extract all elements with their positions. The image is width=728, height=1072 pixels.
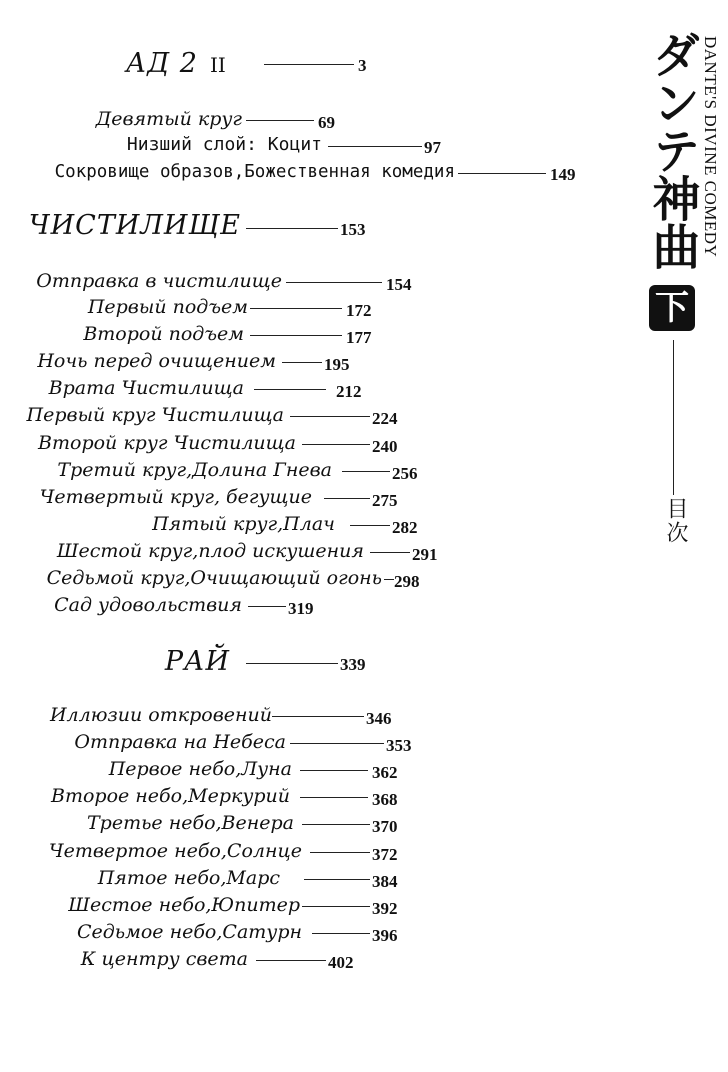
toc-entry bbox=[0, 867, 728, 891]
toc-entry bbox=[0, 921, 728, 945]
leader-line bbox=[272, 716, 364, 717]
toc-entry bbox=[0, 323, 728, 347]
entry-label: Иллюзии откровений bbox=[49, 704, 272, 726]
section-title: АД 2 bbox=[125, 48, 198, 79]
toc-entry bbox=[0, 350, 728, 374]
entry-label: Первый круг Чистилища bbox=[26, 404, 284, 426]
japanese-title: ダンテ神曲 bbox=[644, 30, 700, 270]
leader-line bbox=[300, 797, 368, 798]
section-title: ЧИСТИЛИЩЕ bbox=[28, 210, 241, 241]
section-title: РАЙ bbox=[164, 646, 230, 677]
entry-label: Третий круг,Долина Гнева bbox=[57, 459, 332, 481]
entry-label: Отправка на Небеса bbox=[74, 731, 286, 753]
page-number: 212 bbox=[336, 382, 362, 401]
leader-line bbox=[370, 552, 410, 553]
leader-line bbox=[248, 606, 286, 607]
section-heading bbox=[0, 210, 728, 241]
page-number: 224 bbox=[372, 409, 398, 428]
page-number: 154 bbox=[386, 275, 412, 294]
toc-entry bbox=[0, 432, 728, 456]
toc-entry bbox=[0, 108, 728, 132]
page-number: 298 bbox=[394, 572, 420, 591]
leader-line bbox=[304, 879, 370, 880]
page-number: 153 bbox=[340, 220, 366, 239]
toc-entry bbox=[0, 540, 728, 564]
page-number: 339 bbox=[340, 655, 366, 674]
leader-line bbox=[286, 282, 382, 283]
page-number: 362 bbox=[372, 763, 398, 782]
toc-entry bbox=[0, 486, 728, 510]
entry-label: Второе небо,Меркурий bbox=[50, 785, 290, 807]
leader-line bbox=[264, 64, 354, 65]
leader-line bbox=[246, 228, 338, 229]
page-number: 319 bbox=[288, 599, 314, 618]
page-number: 396 bbox=[372, 926, 398, 945]
page-number: 353 bbox=[386, 736, 412, 755]
entry-label: Сад удовольствия bbox=[54, 594, 242, 616]
section-heading bbox=[0, 646, 728, 677]
page-number: 177 bbox=[346, 328, 372, 347]
leader-line bbox=[300, 770, 368, 771]
page-number: 282 bbox=[392, 518, 418, 537]
toc-entry bbox=[0, 894, 728, 918]
leader-line bbox=[350, 525, 390, 526]
leader-line bbox=[384, 579, 394, 580]
toc-entry bbox=[0, 758, 728, 782]
page-number: 97 bbox=[424, 138, 441, 157]
leader-line bbox=[290, 743, 384, 744]
page-number: 240 bbox=[372, 437, 398, 456]
leader-line bbox=[246, 663, 338, 664]
entry-label: Шестой круг,плод искушения bbox=[56, 540, 364, 562]
toc-entry bbox=[0, 134, 728, 157]
entry-label: Ночь перед очищением bbox=[37, 350, 276, 372]
entry-label: Отправка в чистилище bbox=[36, 270, 282, 292]
entry-label: Первый подъем bbox=[87, 296, 248, 318]
entry-label: Третье небо,Венера bbox=[86, 812, 294, 834]
leader-line bbox=[310, 852, 370, 853]
entry-label: К центру света bbox=[80, 948, 248, 970]
page-number: 69 bbox=[318, 113, 335, 132]
entry-label: Врата Чистилища bbox=[48, 377, 244, 399]
page-number: 256 bbox=[392, 464, 418, 483]
leader-line bbox=[256, 960, 326, 961]
page-number: 370 bbox=[372, 817, 398, 836]
entry-label: Пятое небо,Марс bbox=[97, 867, 280, 889]
page-number: 149 bbox=[550, 165, 576, 184]
leader-line bbox=[302, 824, 370, 825]
leader-line bbox=[324, 498, 370, 499]
leader-line bbox=[302, 906, 370, 907]
entry-label: Низший слой: Коцит bbox=[126, 134, 322, 155]
toc-entry bbox=[0, 161, 728, 184]
leader-line bbox=[458, 173, 546, 174]
section-suffix: II bbox=[210, 53, 226, 77]
toc-entry bbox=[0, 704, 728, 728]
toc-entry bbox=[0, 459, 728, 483]
toc-entry bbox=[0, 948, 728, 972]
entry-label: Седьмое небо,Сатурн bbox=[76, 921, 302, 943]
toc-entry bbox=[0, 270, 728, 294]
leader-line bbox=[246, 120, 314, 121]
toc-entry bbox=[0, 731, 728, 755]
page-number: 392 bbox=[372, 899, 398, 918]
toc-entry bbox=[0, 785, 728, 809]
entry-label: Пятый круг,Плач bbox=[152, 513, 335, 535]
entry-label: Девятый круг bbox=[95, 108, 242, 130]
leader-line bbox=[328, 146, 422, 147]
page-number: 372 bbox=[372, 845, 398, 864]
toc-entry bbox=[0, 377, 728, 401]
entry-label: Второй подъем bbox=[83, 323, 244, 345]
toc-entry bbox=[0, 840, 728, 864]
toc-entry bbox=[0, 812, 728, 836]
toc-entry bbox=[0, 594, 728, 618]
leader-line bbox=[302, 444, 370, 445]
toc-entry bbox=[0, 296, 728, 320]
page-number: 384 bbox=[372, 872, 398, 891]
leader-line bbox=[282, 362, 322, 363]
leader-line bbox=[250, 335, 342, 336]
page-number: 275 bbox=[372, 491, 398, 510]
toc-entry bbox=[0, 567, 728, 591]
page-number: 195 bbox=[324, 355, 350, 374]
entry-label: Сокровище образов,Божественная комедия bbox=[54, 161, 455, 182]
entry-label: Второй круг Чистилища bbox=[38, 432, 296, 454]
leader-line bbox=[342, 471, 390, 472]
page-number: 172 bbox=[346, 301, 372, 320]
leader-line bbox=[290, 416, 370, 417]
entry-label: Четвертое небо,Солнце bbox=[48, 840, 302, 862]
entry-label: Четвертый круг, бегущие bbox=[39, 486, 312, 508]
volume-badge: 下 bbox=[649, 285, 695, 331]
english-title: DANTE'S DIVINE COMEDY bbox=[701, 36, 720, 258]
spine-divider bbox=[673, 340, 674, 495]
leader-line bbox=[250, 308, 342, 309]
page-number: 346 bbox=[366, 709, 392, 728]
entry-label: Шестое небо,Юпитер bbox=[68, 894, 300, 916]
entry-label: Седьмой круг,Очищающий огонь bbox=[46, 567, 382, 589]
leader-line bbox=[312, 933, 370, 934]
toc-entry bbox=[0, 404, 728, 428]
page-number: 291 bbox=[412, 545, 438, 564]
leader-line bbox=[254, 389, 326, 390]
page-number: 368 bbox=[372, 790, 398, 809]
page-number: 402 bbox=[328, 953, 354, 972]
toc-label: 目次 bbox=[663, 497, 688, 545]
page-number: 3 bbox=[358, 56, 367, 75]
entry-label: Первое небо,Луна bbox=[108, 758, 292, 780]
